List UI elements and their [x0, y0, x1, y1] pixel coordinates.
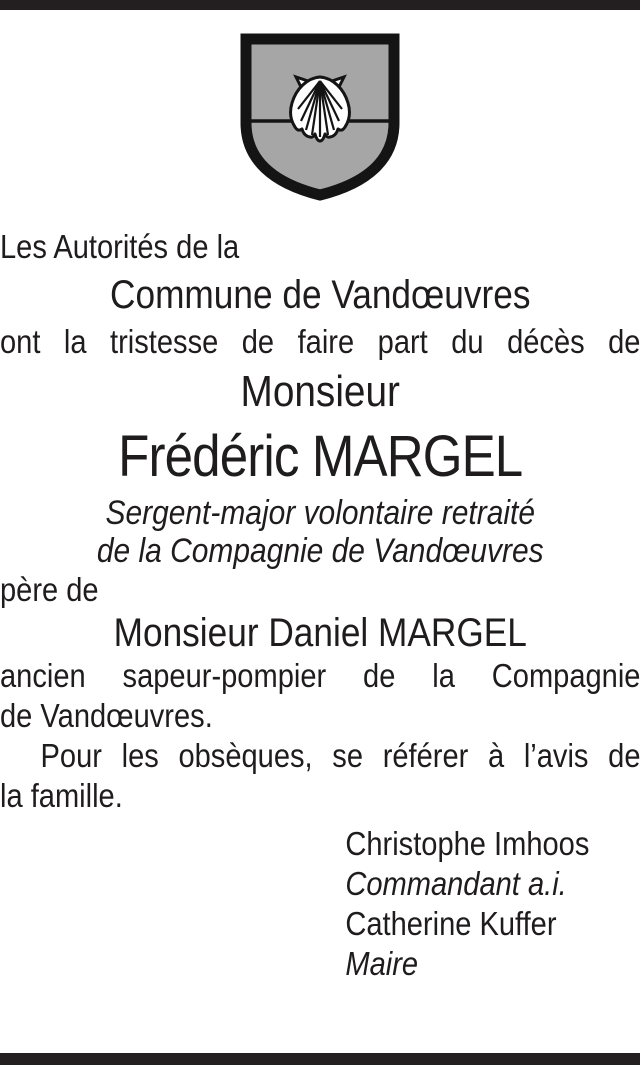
announcement-line: ont la tristesse de faire part du décès de: [0, 323, 640, 360]
deceased-role-line-2: de la Compagnie de Vandœuvres: [96, 532, 544, 570]
coat-of-arms: [236, 31, 404, 203]
relative-name: Monsieur Daniel MARGEL: [113, 611, 527, 655]
obsequies-line-2: la famille.: [0, 777, 123, 814]
bottom-rule: [0, 1053, 640, 1065]
obsequies-line-1: Pour les obsèques, se référer à l’avis de: [40, 737, 640, 774]
signatory-title: Maire: [345, 945, 419, 982]
relation-line: père de: [0, 571, 99, 608]
deceased-name: Frédéric MARGEL: [118, 424, 523, 489]
intro-line: Les Autorités de la: [0, 228, 240, 265]
signatory-name: Catherine Kuffer: [345, 905, 557, 942]
relative-desc-line-1: ancien sapeur-pompier de la Compagnie: [0, 657, 640, 694]
deceased-role-line-1: Sergent-major volontaire retraité: [105, 494, 536, 532]
top-rule: [0, 0, 640, 10]
signatory-title: Commandant a.i.: [345, 865, 567, 902]
notice-text: [0, 224, 640, 984]
salutation-line: Monsieur: [240, 367, 400, 416]
signatures-block: [0, 824, 640, 984]
signatory-name: Christophe Imhoos: [345, 825, 590, 862]
commune-name: Commune de Vandœuvres: [110, 273, 531, 317]
shield-icon: [236, 31, 404, 203]
scallop-shell-icon: [291, 77, 350, 141]
relative-desc-line-2: de Vandœuvres.: [0, 697, 213, 734]
